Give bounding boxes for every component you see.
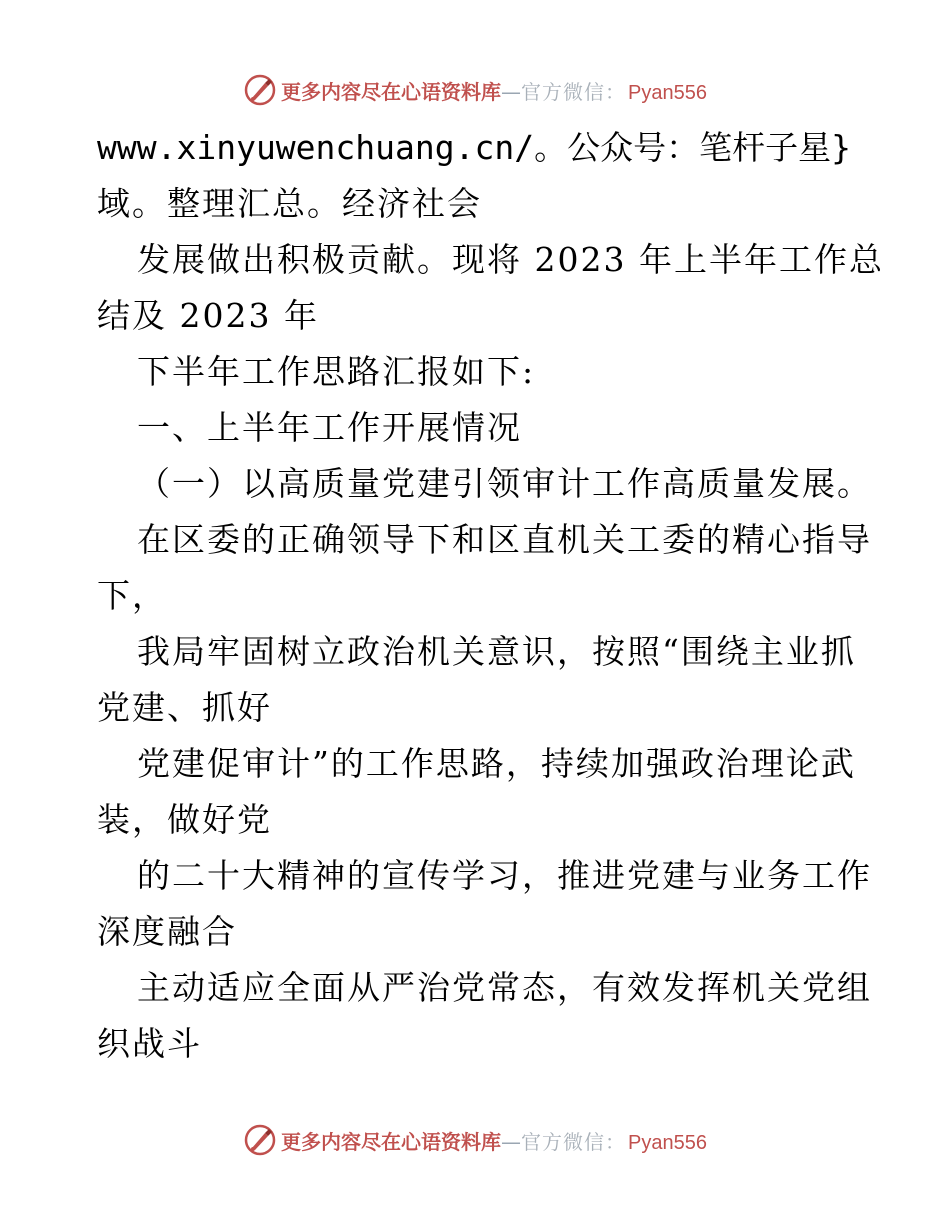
banner-wechat-id: Pyan556	[628, 1131, 707, 1154]
banner-text	[281, 1126, 707, 1155]
text-line: 党建、抓好	[97, 688, 272, 727]
pen-logo-icon	[243, 1123, 277, 1157]
banner-wechat-label: 官方微信：	[521, 1129, 627, 1154]
text-line: 下，	[97, 576, 167, 615]
subsection-heading: （一）以高质量党建引领审计工作高质量发展。	[137, 464, 872, 503]
banner-text	[281, 76, 707, 105]
text-line: 的二十大精神的宣传学习，推进党建与业务工作	[137, 856, 872, 895]
text-line: 深度融合	[97, 912, 237, 951]
text-line: 主动适应全面从严治党常态，有效发挥机关党组	[137, 968, 872, 1007]
banner-wechat-label: 官方微信：	[521, 79, 627, 104]
text-line: 域。整理汇总。经济社会	[97, 184, 482, 223]
document-body	[97, 120, 884, 1072]
text-line: 织战斗	[97, 1024, 202, 1063]
banner-main-text: 更多内容尽在心语资料库	[281, 1129, 502, 1154]
banner-main-text: 更多内容尽在心语资料库	[281, 79, 502, 104]
pen-logo-icon	[243, 73, 277, 107]
text-line: 结及 2023 年	[97, 296, 319, 335]
footer-banner	[0, 1120, 950, 1160]
text-line: 发展做出积极贡献。现将 2023 年上半年工作总	[137, 240, 884, 279]
text-line: www.xinyuwenchuang.cn/。公众号：笔杆子星}	[97, 128, 851, 167]
text-line: 在区委的正确领导下和区直机关工委的精心指导	[137, 520, 872, 559]
banner-separator: —	[501, 1129, 522, 1154]
section-heading: 一、上半年工作开展情况	[137, 408, 522, 447]
text-line: 党建促审计”的工作思路，持续加强政治理论武	[137, 744, 856, 783]
banner-separator: —	[501, 79, 522, 104]
text-line: 装，做好党	[97, 800, 272, 839]
text-line: 我局牢固树立政治机关意识，按照“围绕主业抓	[137, 632, 856, 671]
banner-wechat-id: Pyan556	[628, 81, 707, 104]
text-line: 下半年工作思路汇报如下:	[137, 352, 536, 391]
header-banner	[0, 70, 950, 110]
